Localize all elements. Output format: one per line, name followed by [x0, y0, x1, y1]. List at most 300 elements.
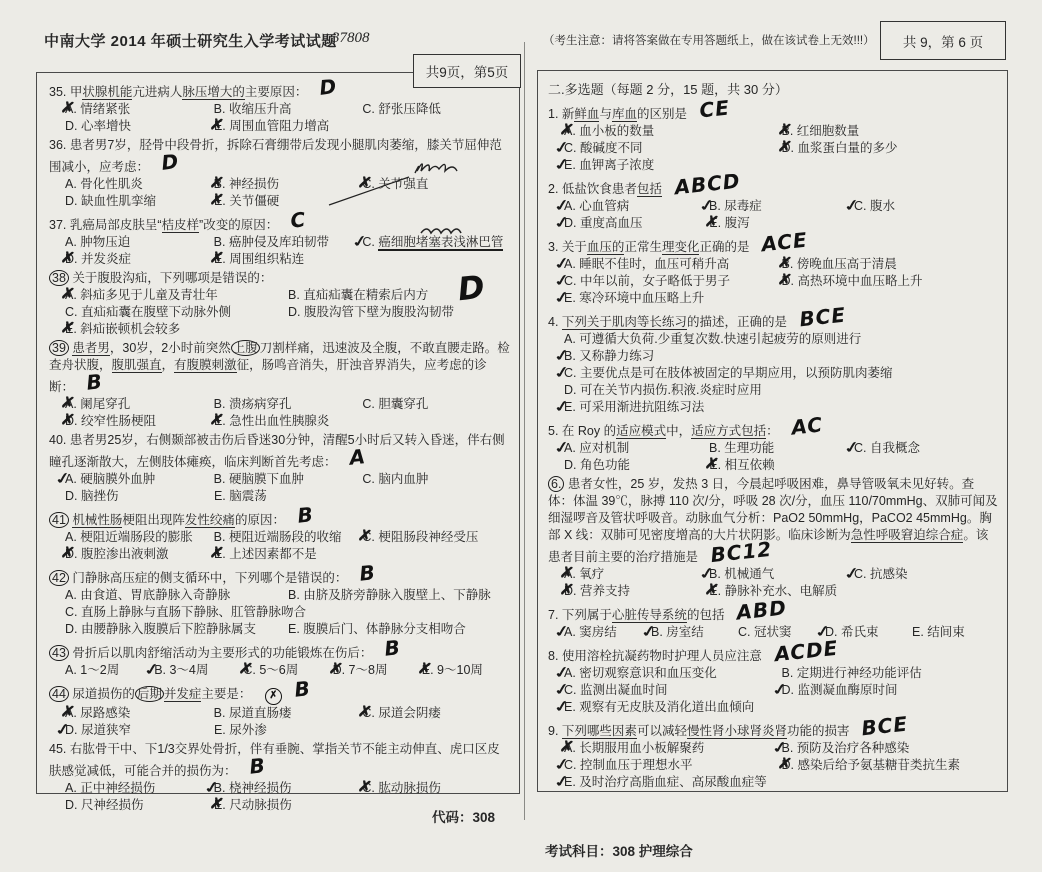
option-row — [49, 413, 511, 430]
option-letter: E. ✗ — [65, 321, 77, 338]
option-row — [548, 157, 999, 174]
option-letter: ✓ C. — [564, 273, 577, 290]
option-row — [548, 198, 999, 215]
option-letter: B. — [213, 235, 226, 249]
handwritten-underline: 桔皮样 — [161, 218, 200, 232]
option-row — [548, 699, 999, 716]
option-letter: E. — [213, 489, 226, 503]
option — [564, 365, 999, 382]
option — [65, 705, 214, 722]
option-text: 缺血性肌挛缩 — [80, 194, 156, 208]
option — [854, 198, 999, 215]
page-count-box-right: 共 9，第 6 页 — [880, 21, 1006, 60]
option-text: 静脉补充水、电解质 — [724, 584, 838, 598]
option — [564, 566, 709, 583]
option-letter: D. ✗ — [65, 546, 78, 563]
handwritten-answer: D — [456, 267, 488, 309]
option — [564, 583, 709, 600]
option-row — [548, 624, 999, 641]
option — [65, 546, 214, 563]
option-row — [548, 140, 999, 157]
option-letter: B. ✗ — [214, 176, 226, 193]
option-text: 3～4周 — [169, 663, 209, 677]
option-letter: A. ✗ — [564, 123, 576, 140]
option-text: 感染后给予氨基糖苷类抗生素 — [797, 758, 960, 772]
question-stem: 8. 使用溶栓抗凝药物时护理人员应注意 ACDE — [548, 635, 840, 667]
option-text: 神经损伤 — [228, 177, 279, 191]
option-letter: ✓ B. — [782, 740, 794, 757]
option-letter: ✓ C. — [564, 682, 577, 699]
handwritten-underline: 心脏传导系统 — [611, 608, 687, 622]
option-letter: ✓ E. — [564, 774, 576, 791]
option-letter: C. — [65, 605, 78, 619]
option-letter: ✓ C. — [564, 757, 577, 774]
option-text: 监测凝血酶原时间 — [797, 683, 898, 697]
option-row — [49, 705, 511, 722]
page-divider — [524, 42, 525, 820]
option-letter: D. ✗ — [65, 413, 78, 430]
option-text: 及时治疗高脂血症、高尿酸血症等 — [579, 775, 767, 789]
option-letter: D. ✗ — [782, 140, 795, 157]
option-letter: ✓ E. — [564, 157, 576, 174]
option — [564, 740, 782, 757]
option-text: 结间束 — [927, 625, 965, 639]
option — [65, 287, 288, 304]
option-letter: B. — [213, 397, 226, 411]
option-letter: ✓ C. — [854, 566, 867, 583]
question — [49, 635, 511, 679]
option-row — [49, 546, 511, 563]
option-letter: D. ✗ — [782, 757, 795, 774]
option — [782, 256, 1000, 273]
question-number: 3. — [548, 240, 559, 254]
option-letter: C. ✗ — [362, 176, 375, 193]
handwritten-answer: ABD — [735, 595, 789, 625]
option-text: 斜疝嵌顿机会较多 — [80, 322, 181, 336]
option — [214, 101, 363, 118]
option-text: 可遵循大负荷.少重复次数.快速引起疲劳的原则进行 — [579, 332, 862, 346]
option-letter: E. ✗ — [214, 797, 226, 814]
option — [288, 304, 511, 321]
option-letter: ✓ A. — [564, 665, 576, 682]
option — [65, 413, 214, 430]
option-letter: B. — [709, 441, 721, 455]
option-text: 长期服用血小板解聚药 — [579, 741, 705, 755]
question-number: 42 — [49, 570, 69, 586]
option — [564, 198, 709, 215]
option-letter: E. — [912, 625, 924, 639]
handwritten-answer: B — [85, 369, 104, 395]
option-text: 腹腔渗出液刺激 — [80, 547, 169, 561]
option — [65, 604, 511, 621]
option-text: 肱动脉损伤 — [378, 781, 441, 795]
question — [548, 302, 999, 416]
option-letter: E. — [288, 622, 300, 636]
option-text: 尿道直肠瘘 — [228, 706, 292, 720]
option-text: 尿道狭窄 — [80, 723, 131, 737]
option-letter: B. — [288, 588, 300, 602]
handwritten-underline: 腹肌强直 — [111, 358, 162, 372]
handwritten-underline: 鲜血 — [574, 107, 600, 121]
option — [564, 331, 999, 348]
question-number: 4. — [548, 315, 559, 329]
option-row — [548, 757, 999, 774]
option-row — [548, 566, 999, 583]
option-letter: ✓ B. — [564, 348, 576, 365]
option — [564, 682, 782, 699]
option-letter: ✓ D. — [782, 682, 795, 699]
option-letter: D. ✗ — [564, 583, 577, 600]
question — [49, 502, 511, 563]
option-text: 1～2周 — [80, 663, 120, 677]
question-number: 40. — [49, 433, 67, 447]
right-page-question-area — [537, 70, 1008, 792]
option — [564, 157, 999, 174]
question-stem: 43 骨折后以肌肉舒缩活动为主要形式的功能锻炼在伤后： B — [49, 640, 511, 662]
question-number: 38 — [49, 270, 69, 286]
option — [243, 662, 332, 679]
option-text: 胆囊穿孔 — [378, 397, 429, 411]
option-letter: C. — [362, 397, 375, 411]
option — [214, 722, 363, 739]
handwritten-underline: 患者男 — [72, 341, 110, 355]
option-letter: E. ✗ — [709, 583, 721, 600]
option — [214, 529, 363, 546]
option — [65, 234, 214, 251]
option — [65, 488, 214, 505]
handwritten-answer: B — [383, 635, 403, 661]
option-letter: C. — [65, 305, 78, 319]
option-letter: E. ✗ — [709, 215, 721, 232]
option — [214, 118, 363, 135]
handwritten-underline: 库血 — [611, 107, 637, 121]
question-number: 36. — [49, 138, 67, 152]
question-stem: 2. 低盐饮食患者包括 ABCD — [548, 168, 742, 200]
option-text: 直肠上静脉与直肠下静脉、肛管静脉吻合 — [80, 605, 306, 619]
option-row — [49, 251, 511, 268]
option-row — [49, 234, 511, 251]
option — [214, 413, 363, 430]
handwritten-answer: B — [293, 676, 313, 702]
option-letter: C. — [362, 472, 375, 486]
question-number: 44 — [49, 686, 69, 702]
question-stem: 35. 甲状腺机能亢进病人脉压增大的主要原因： D — [49, 74, 339, 100]
handwritten-underline: 状腺机能 — [82, 85, 133, 99]
question-number: 35. — [49, 85, 67, 99]
question — [548, 412, 999, 474]
option — [362, 396, 511, 413]
option-letter: ✓ B. — [651, 624, 663, 641]
option-letter: E. ✗ — [214, 193, 226, 210]
option-text: 又称静力练习 — [579, 349, 655, 363]
question — [49, 267, 511, 338]
option-text: 关节僵硬 — [229, 194, 280, 208]
option — [65, 662, 154, 679]
option — [65, 471, 214, 488]
option-text: 桡神经损伤 — [228, 781, 292, 795]
option — [65, 193, 214, 210]
option-text: 梗阻近端肠段的收缩 — [228, 530, 342, 544]
option — [564, 457, 709, 474]
option-row — [49, 176, 511, 193]
option-text: 预防及治疗各种感染 — [796, 741, 910, 755]
option-letter: E. ✗ — [422, 662, 434, 679]
handwritten-underline: 机械性肠 — [72, 513, 123, 527]
option-text: 肿物压迫 — [80, 235, 131, 249]
option-row — [548, 665, 999, 682]
handwritten-answer: AC — [789, 412, 824, 440]
option-row — [49, 321, 511, 338]
question — [49, 207, 511, 268]
option-letter: D. — [564, 383, 577, 397]
option-text: 主要优点是可在肢体被固定的早期应用，以预防肌肉萎缩 — [579, 366, 893, 380]
option — [564, 140, 782, 157]
question-number: 2. — [548, 182, 559, 196]
option-letter: A. — [65, 663, 77, 677]
question — [49, 560, 511, 638]
option — [782, 273, 1000, 290]
option — [65, 176, 214, 193]
question-stem: 45. 右肱骨干中、下1/3交界处骨折，伴有垂腕、掌指关节不能主动伸直、虎口区皮肤感觉减低，可能合并的损伤为： B — [49, 742, 500, 779]
option-row — [548, 290, 999, 307]
option-letter: ✓ B. — [214, 780, 226, 797]
handwritten-answer: ACE — [760, 227, 810, 257]
option-letter: E. ✗ — [214, 251, 226, 268]
handwritten-answer: B — [358, 560, 378, 586]
option — [214, 546, 363, 563]
option-text: 收缩压升高 — [228, 102, 292, 116]
page-count-box-left: 共9页，第5页 — [413, 54, 521, 88]
option — [65, 251, 214, 268]
option-row — [548, 331, 999, 348]
option-text: 癌肿侵及库珀韧带 — [228, 235, 329, 249]
handwritten-underline: 慢性肾小球肾炎肾 — [686, 724, 787, 738]
option-letter: D. ✗ — [65, 251, 78, 268]
handwritten-underline: 血压的 — [586, 240, 625, 254]
question-number: 43 — [49, 645, 69, 661]
option-row — [49, 471, 511, 488]
option-row — [49, 396, 511, 413]
option-text: 血浆蛋白量的多少 — [797, 141, 898, 155]
option-letter: B. — [213, 530, 226, 544]
handwritten-underline: 下列关于肌肉等长练习 — [561, 315, 687, 329]
option-letter: ✓ A. — [65, 471, 77, 488]
option — [782, 682, 1000, 699]
option — [65, 321, 511, 338]
option-letter: B. ✗ — [782, 123, 794, 140]
option-letter: ✓ B. — [709, 566, 721, 583]
option-text: 正中神经损伤 — [80, 781, 156, 795]
option — [65, 118, 214, 135]
option — [564, 123, 782, 140]
question — [548, 635, 999, 716]
option — [564, 774, 999, 791]
option-text: 血钾离子浓度 — [579, 158, 655, 172]
option-letter: ✓ A. — [564, 440, 576, 457]
option-text: 梗阻近端肠段的膨胀 — [80, 530, 193, 544]
handwritten-answer: B — [247, 753, 267, 779]
option — [65, 529, 214, 546]
option-text: 监测出凝血时间 — [579, 683, 668, 697]
option-text: 心血管病 — [579, 199, 630, 213]
handwritten-underline: 发性绞痛 — [184, 513, 235, 527]
option — [214, 488, 363, 505]
option-text: 相互依赖 — [724, 458, 775, 472]
option — [362, 176, 511, 193]
question-number: 8. — [548, 649, 559, 663]
option-text: 关节强直 — [378, 177, 429, 191]
option-text: 傍晚血压高于清晨 — [796, 257, 897, 271]
option-letter: A. — [65, 781, 77, 795]
option-text: 氧疗 — [579, 567, 605, 581]
option-letter: B. ✗ — [782, 256, 794, 273]
option-letter: ✓ E. — [564, 290, 576, 307]
option-text: 尿外渗 — [229, 723, 267, 737]
option-letter: D. — [65, 119, 78, 133]
option-letter: A. ✗ — [564, 566, 576, 583]
handwritten-underline: 有腹膜刺激 — [174, 358, 237, 372]
option-letter: D. — [564, 458, 577, 472]
question — [49, 340, 511, 430]
option-text: 5～6周 — [259, 663, 299, 677]
option-letter: ✓ D. — [825, 624, 838, 641]
handwritten-answer: ABCD — [673, 168, 742, 200]
handwritten-underline: 适应模式 — [616, 424, 667, 438]
handwritten-answer: BC12 — [709, 536, 774, 568]
option-letter: C. ✗ — [362, 529, 375, 546]
option — [65, 101, 214, 118]
option — [564, 290, 999, 307]
option-letter: ✓ B. — [154, 662, 166, 679]
option — [154, 662, 243, 679]
option-text: 希氏束 — [840, 625, 879, 639]
option-row — [548, 440, 999, 457]
option-row — [548, 740, 999, 757]
option-letter: ✓ B. — [709, 198, 721, 215]
handwritten-circle-mark: 后期 — [136, 687, 162, 701]
question-stem: 4. 下列关于肌肉等长练习的描述，正确的是 BCE — [548, 302, 848, 332]
option-row — [548, 348, 999, 365]
option-text: 睡眠不佳时，血压可稍升高 — [579, 257, 730, 271]
option-row — [49, 193, 511, 210]
option — [782, 123, 1000, 140]
option-text: 血小板的数量 — [579, 124, 655, 138]
option — [362, 471, 511, 488]
option — [564, 665, 782, 682]
handwritten-circle-mark: 上腹 — [232, 341, 258, 355]
option — [564, 399, 999, 416]
option-text: 心率增快 — [80, 119, 131, 133]
option — [564, 699, 999, 716]
option-letter: A. — [65, 530, 77, 544]
option — [782, 140, 1000, 157]
option-row — [49, 662, 511, 679]
option-text: 控制血压于理想水平 — [579, 758, 693, 772]
option-text: 梗阻肠段神经受压 — [378, 530, 479, 544]
option — [65, 797, 214, 814]
option-text: 腹水 — [869, 199, 895, 213]
option-text: 红细胞数量 — [796, 124, 860, 138]
option-text: 营养支持 — [579, 584, 630, 598]
option-text: 应对机制 — [579, 441, 630, 455]
option-text: 脑震荡 — [229, 489, 267, 503]
option-row — [548, 457, 999, 474]
question-number: 6. — [548, 476, 564, 492]
option-text: 癌细胞堵塞表浅淋巴管 — [378, 235, 504, 249]
option-letter: C. ✗ — [362, 780, 375, 797]
option-letter: D. ✗ — [333, 662, 346, 679]
question-stem: 39 患者男，30岁，2小时前突然 上腹 刀割样痛，迅速波及全腹，不敢直腰走路。检查舟状腹，腹肌强直，有腹膜刺激征，肠鸣音消失，肝浊音界消失，应考虑的诊断： B — [49, 341, 510, 395]
option — [709, 198, 854, 215]
option — [214, 797, 363, 814]
option-text: 直疝疝囊在精索后内方 — [303, 288, 429, 302]
option — [214, 234, 363, 251]
option-letter: ✓ D. — [564, 215, 577, 232]
option-letter: ✓ C. — [362, 234, 375, 251]
option-text: 腹膜后门、体静脉分支相吻合 — [303, 622, 466, 636]
option — [288, 621, 511, 638]
option-row — [548, 123, 999, 140]
question-stem: 9. 下列哪些因素可以减轻慢性肾小球肾炎肾功能的损害 BCE — [548, 711, 910, 741]
question-number: 5. — [548, 424, 559, 438]
option-text: 斜疝多见于儿童及青壮年 — [80, 288, 218, 302]
option — [362, 101, 511, 118]
option-letter: B. — [213, 102, 226, 116]
option-letter: A. — [65, 588, 77, 602]
question-stem: 41 机械性肠梗阻出现阵发性绞痛的原因： B — [49, 507, 511, 529]
option-text: 直疝疝囊在腹壁下动脉外侧 — [80, 305, 231, 319]
question-stem: 3. 关于血压的正常生理变化正确的是 ACE — [548, 227, 810, 257]
question — [49, 432, 511, 505]
option-text: 9～10周 — [437, 663, 483, 677]
option — [422, 662, 511, 679]
handwritten-answer: ACDE — [773, 635, 840, 667]
option — [854, 566, 999, 583]
question-number: 41 — [49, 512, 69, 528]
handwritten-answer: BCE — [860, 711, 910, 741]
question — [49, 741, 511, 814]
option-text: 尺神经损伤 — [80, 798, 144, 812]
option-text: 腹股沟管下壁为腹股沟韧带 — [303, 305, 454, 319]
option — [912, 624, 999, 641]
handwritten-crossed-circle: ✗ — [265, 687, 283, 705]
question — [548, 168, 999, 232]
handwritten-underline: 并发症 — [163, 687, 202, 701]
option — [651, 624, 738, 641]
handwritten-answer: B — [296, 502, 315, 528]
option-letter: A. ✗ — [65, 287, 77, 304]
question-stem: 1. 新鲜血与库血的区别是 CE — [548, 95, 731, 123]
option-text: 窦房结 — [579, 625, 617, 639]
option-text: 寒冷环境中血压略上升 — [579, 291, 705, 305]
option — [214, 396, 363, 413]
option-text: 酸碱度不同 — [579, 141, 643, 155]
option-text: 并发炎症 — [80, 252, 131, 266]
option-text: 硬脑膜下血肿 — [228, 472, 304, 486]
option-row — [548, 399, 999, 416]
question-stem: 7. 下列属于心脏传导系统的包括 ABD — [548, 595, 789, 625]
option-row — [548, 273, 999, 290]
handwritten-underline: 包括 — [636, 182, 662, 196]
option — [825, 624, 912, 641]
option-letter: D. — [288, 305, 301, 319]
question-stem: 42 门静脉高压症的侧支循环中，下列哪个是错误的： B — [49, 565, 511, 587]
handwritten-answer: BCE — [798, 302, 848, 332]
option — [854, 440, 999, 457]
option — [564, 382, 999, 399]
option-text: 周围组织粘连 — [229, 252, 305, 266]
option-letter: C. ✗ — [362, 705, 375, 722]
